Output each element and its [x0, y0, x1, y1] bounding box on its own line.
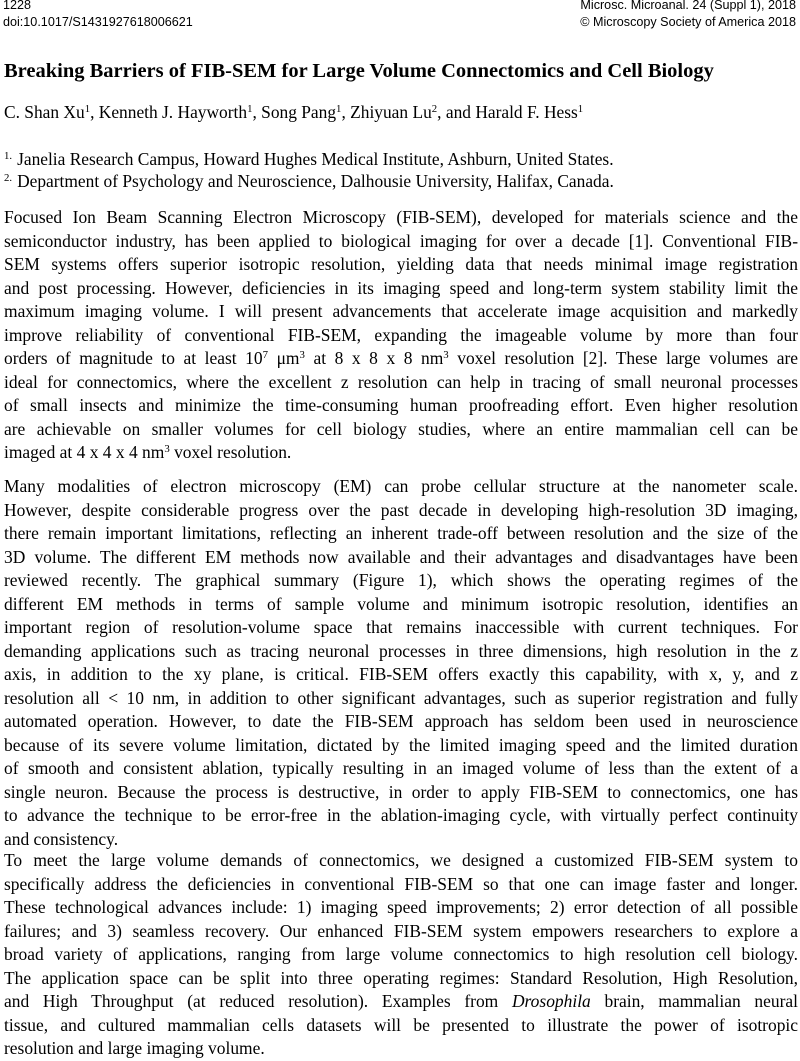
- text-line: ideal for connectomics, where the excellent z resolution can help in tracing of small neuronal processes: [4, 371, 798, 392]
- superscript: 7: [262, 349, 269, 362]
- text-line: and consistency.: [4, 828, 119, 849]
- doi: doi:10.1017/S1431927618006621: [3, 15, 193, 29]
- text-line: to advance the technique to be error-free in the ablation-imaging cycle, with virtually perfect continuity: [4, 805, 798, 825]
- text-line: of small insects and minimize the time-consuming human proofreading effort. Even higher resolution: [4, 395, 798, 415]
- affiliation-mark: 1.: [4, 150, 13, 163]
- paper-title: Breaking Barriers of FIB-SEM for Large Volume Connectomics and Cell Biology: [4, 60, 714, 82]
- author-separator: ,: [90, 102, 99, 122]
- text-line: demanding applications such as tracing neuronal processes in three dimensions, high resolution in the z: [4, 640, 798, 661]
- text-line: maximum imaging volume. I will present advancements that accelerate image acquisition and markedly: [4, 301, 798, 321]
- text-line: and High Throughput (at reduced resolution). Examples from Drosophila brain, mammalian neural: [4, 991, 798, 1011]
- author-name: Harald F. Hess: [475, 102, 578, 122]
- page-number: 1228: [3, 0, 32, 12]
- superscript: 3: [164, 443, 170, 456]
- text-line: axis, in addition to the xy plane, is critical. FIB-SEM offers exactly this capability, with x, y, and z: [4, 664, 798, 684]
- author-separator: , and: [437, 102, 476, 122]
- author-affiliation-mark: 1: [336, 103, 342, 116]
- text-line: To meet the large volume demands of connectomics, we designed a customized FIB-SEM system to: [4, 850, 798, 870]
- author-name: Song Pang: [261, 102, 337, 122]
- author-separator: ,: [341, 102, 351, 122]
- text-line: broad variety of applications, ranging from large volume connectomics to high resolution cell biology.: [4, 944, 798, 964]
- paragraph-1: [4, 206, 798, 465]
- text-line: tissue, and cultured mammalian cells datasets will be presented to illustrate the power of isotropic: [4, 1014, 798, 1035]
- text-line: failures; and 3) seamless recovery. Our enhanced FIB-SEM system empowers researchers to explore a: [4, 920, 798, 941]
- text-line: imaged at 4 x 4 x 4 $nm^3$ voxel resolution.: [4, 442, 292, 462]
- text-line: and post processing. However, deficiencies in its imaging speed and long-term system stability limit the: [4, 277, 798, 298]
- text-line: there remain important limitations, reflecting an inherent trade-off between resolution and the size of the: [4, 523, 798, 543]
- text-line: However, despite considerable progress over the past decade in developing high-resolution 3D imaging,: [4, 499, 798, 520]
- text-line: specifically address the deficiencies in conventional FIB-SEM so that one can image faster and longer.: [4, 873, 798, 894]
- affiliation: [4, 170, 796, 192]
- text-line: resolution all < 10 nm, in addition to other significant advantages, such as superior registration and fully: [4, 687, 798, 708]
- header-right: [580, 0, 796, 31]
- text-line: Focused Ion Beam Scanning Electron Microscopy (FIB-SEM), developed for materials science and the: [4, 207, 798, 227]
- header-left: [3, 0, 193, 31]
- text-line: important region of resolution-volume space that remains inaccessible with current techniques. For: [4, 617, 798, 637]
- author-affiliation-mark: 1: [577, 103, 584, 116]
- author-affiliation-mark: 1: [84, 103, 91, 116]
- text-line: SEM systems offers superior isotropic resolution, yielding data that needs minimal image registration: [4, 254, 798, 274]
- journal-citation: Microsc. Microanal. 24 (Suppl 1), 2018: [580, 0, 796, 12]
- text-line: These technological advances include: 1) imaging speed improvements; 2) error detection of all possible: [4, 897, 798, 917]
- author-list: [4, 101, 796, 124]
- author-name: Zhiyuan Lu: [350, 102, 432, 122]
- text-line: Many modalities of electron microscopy (EM) can probe cellular structure at the nanometer scale.: [4, 476, 798, 496]
- affiliation: [4, 148, 796, 170]
- affiliation-mark: 2.: [4, 172, 13, 185]
- affiliation-list: [4, 148, 796, 192]
- affiliation-text: Department of Psychology and Neuroscience, Dalhousie University, Halifax, Canada.: [17, 171, 614, 191]
- text-line: different EM methods in terms of sample volume and minimum isotropic resolution, identifies an: [4, 593, 798, 614]
- text-line: reviewed recently. The graphical summary (Figure 1), which shows the operating regimes of the: [4, 570, 798, 590]
- text-line: automated operation. However, to date the FIB-SEM approach has seldom been used in neuroscience: [4, 711, 798, 731]
- text-line: semiconductor industry, has been applied to biological imaging for over a decade [1]. Conventional FIB-: [4, 230, 798, 251]
- author-name: Kenneth J. Hayworth: [98, 102, 248, 122]
- text-line: orders of magnitude to at least $10^7$ $\mu m^3$ at 8 x 8 x 8 $nm^3$ voxel resolution [2]. These large volumes are: [4, 348, 799, 368]
- superscript: 3: [299, 349, 305, 362]
- text-line: of smooth and consistent ablation, typically resulting in an imaged volume of less than the extent of a: [4, 758, 798, 778]
- affiliation-text: Janelia Research Campus, Howard Hughes Medical Institute, Ashburn, United States.: [17, 149, 614, 169]
- paragraph-2: [4, 475, 798, 851]
- text-line: improve reliability of conventional FIB-SEM, expanding the imageable volume by more than four: [4, 324, 798, 345]
- paragraph-3: [4, 849, 798, 1061]
- text-line: The application space can be split into three operating regimes: Standard Resolution, High Resolution,: [4, 967, 798, 988]
- superscript: 3: [443, 349, 449, 362]
- author-separator: ,: [252, 102, 262, 122]
- text-line: 3D volume. The different EM methods now available and their advantages and disadvantages have been: [4, 546, 798, 567]
- text-line: resolution and large imaging volume.: [4, 1038, 265, 1058]
- text-line: because of its severe volume limitation, dictated by the limited imaging speed and the limited duration: [4, 734, 798, 755]
- italic-term: Drosophila: [511, 991, 591, 1011]
- author-affiliation-mark: 2: [431, 103, 438, 116]
- author-affiliation-mark: 1: [247, 103, 253, 116]
- text-line: single neuron. Because the process is destructive, in order to apply FIB-SEM to connectomics, one has: [4, 781, 798, 802]
- author-name: C. Shan Xu: [4, 102, 85, 122]
- text-line: are achievable on smaller volumes for cell biology studies, where an entire mammalian cell can be: [4, 418, 798, 439]
- copyright: © Microscopy Society of America 2018: [580, 15, 796, 29]
